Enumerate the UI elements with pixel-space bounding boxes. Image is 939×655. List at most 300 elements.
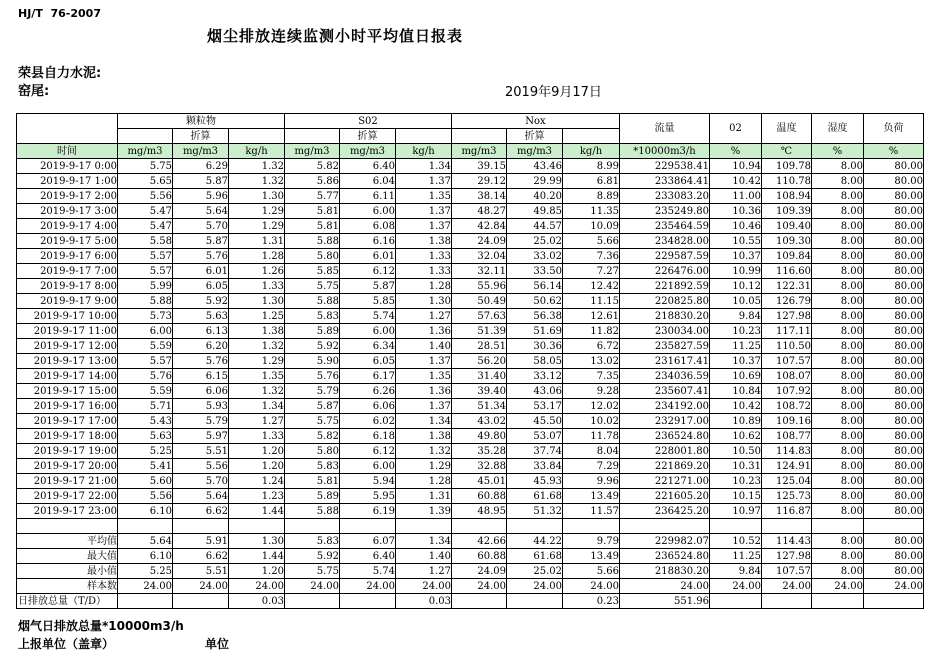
row-value: 109.84	[762, 249, 812, 264]
row-value: 5.87	[285, 399, 340, 414]
row-time: 2019-9-17 19:00	[17, 444, 118, 459]
summary-value: 6.62	[173, 549, 229, 564]
summary-value: 1.30	[229, 534, 285, 549]
row-value: 32.88	[452, 459, 507, 474]
spacer-section	[17, 519, 924, 534]
row-value: 10.36	[710, 204, 762, 219]
row-value: 10.50	[710, 444, 762, 459]
row-value: 60.88	[452, 489, 507, 504]
row-value: 5.63	[118, 429, 173, 444]
row-value: 11.57	[563, 504, 620, 519]
row-value: 80.00	[864, 354, 924, 369]
row-value: 5.77	[285, 189, 340, 204]
summary-value: 6.40	[340, 549, 396, 564]
unit-header: %	[710, 144, 762, 159]
row-value: 116.60	[762, 264, 812, 279]
row-value: 6.00	[340, 204, 396, 219]
row-value: 51.32	[507, 504, 563, 519]
row-value: 5.41	[118, 459, 173, 474]
row-value: 10.97	[710, 504, 762, 519]
row-value: 11.15	[563, 294, 620, 309]
row-value: 6.20	[173, 339, 229, 354]
summary-value	[812, 594, 864, 609]
spacer-cell	[620, 519, 710, 534]
row-value: 1.31	[396, 489, 452, 504]
row-time: 2019-9-17 15:00	[17, 384, 118, 399]
row-time: 2019-9-17 11:00	[17, 324, 118, 339]
row-value: 6.00	[118, 324, 173, 339]
row-value: 6.00	[340, 459, 396, 474]
row-value: 5.57	[118, 249, 173, 264]
summary-value: 24.00	[710, 579, 762, 594]
summary-value: 80.00	[864, 534, 924, 549]
row-value: 29.12	[452, 174, 507, 189]
document-code: HJ/T 76-2007	[18, 7, 101, 20]
summary-value: 5.51	[173, 564, 229, 579]
company-name: 荣县自力水泥:	[18, 66, 102, 81]
row-value: 6.00	[340, 324, 396, 339]
summary-row	[17, 594, 924, 609]
row-value: 80.00	[864, 489, 924, 504]
row-value: 1.36	[396, 324, 452, 339]
summary-label: 最大值	[17, 549, 118, 564]
row-value: 5.81	[285, 204, 340, 219]
unit-header-row	[17, 144, 924, 159]
row-value: 6.17	[340, 369, 396, 384]
summary-value: 1.34	[396, 534, 452, 549]
row-time: 2019-9-17 6:00	[17, 249, 118, 264]
row-value: 80.00	[864, 174, 924, 189]
row-value: 30.36	[507, 339, 563, 354]
time-column-header: 时间	[17, 144, 118, 159]
summary-value: 24.00	[762, 579, 812, 594]
summary-value: 60.88	[452, 549, 507, 564]
row-value: 1.29	[229, 219, 285, 234]
row-value: 235827.59	[620, 339, 710, 354]
row-value: 8.00	[812, 399, 864, 414]
spacer-cell	[285, 519, 340, 534]
row-value: 8.00	[812, 354, 864, 369]
row-value: 5.70	[173, 474, 229, 489]
row-value: 1.40	[396, 339, 452, 354]
row-value: 49.80	[452, 429, 507, 444]
row-value: 5.81	[285, 474, 340, 489]
conversion-header: 折算	[340, 129, 396, 144]
spacer-cell	[173, 519, 229, 534]
row-value: 236425.20	[620, 504, 710, 519]
unit-header: mg/m3	[118, 144, 173, 159]
row-value: 5.80	[285, 249, 340, 264]
row-value: 1.37	[396, 174, 452, 189]
summary-value: 218830.20	[620, 564, 710, 579]
row-value: 1.29	[229, 204, 285, 219]
row-value: 6.05	[340, 354, 396, 369]
summary-row	[17, 534, 924, 549]
table-row	[17, 279, 924, 294]
summary-value: 80.00	[864, 564, 924, 579]
row-value: 6.16	[340, 234, 396, 249]
row-value: 80.00	[864, 504, 924, 519]
table-row	[17, 444, 924, 459]
row-value: 40.20	[507, 189, 563, 204]
row-value: 37.74	[507, 444, 563, 459]
row-value: 56.20	[452, 354, 507, 369]
row-value: 44.57	[507, 219, 563, 234]
row-time: 2019-9-17 22:00	[17, 489, 118, 504]
row-value: 10.37	[710, 249, 762, 264]
summary-value: 8.00	[812, 549, 864, 564]
summary-value: 229982.07	[620, 534, 710, 549]
summary-row	[17, 564, 924, 579]
row-value: 1.34	[396, 414, 452, 429]
row-value: 1.30	[396, 294, 452, 309]
summary-value: 44.22	[507, 534, 563, 549]
row-value: 108.77	[762, 429, 812, 444]
row-value: 5.85	[340, 294, 396, 309]
row-value: 29.99	[507, 174, 563, 189]
row-time: 2019-9-17 17:00	[17, 414, 118, 429]
row-value: 10.42	[710, 399, 762, 414]
row-value: 45.50	[507, 414, 563, 429]
row-value: 5.90	[285, 354, 340, 369]
row-value: 235249.80	[620, 204, 710, 219]
row-value: 1.30	[229, 189, 285, 204]
row-value: 11.35	[563, 204, 620, 219]
row-value: 1.30	[229, 294, 285, 309]
table-row	[17, 189, 924, 204]
row-value: 5.85	[285, 264, 340, 279]
row-value: 8.00	[812, 474, 864, 489]
row-value: 1.20	[229, 459, 285, 474]
row-value: 5.88	[285, 504, 340, 519]
row-value: 1.37	[396, 354, 452, 369]
row-value: 13.49	[563, 489, 620, 504]
row-value: 221271.00	[620, 474, 710, 489]
row-value: 107.92	[762, 384, 812, 399]
row-value: 5.60	[118, 474, 173, 489]
row-value: 8.00	[812, 249, 864, 264]
report-table	[16, 113, 924, 609]
row-value: 8.00	[812, 234, 864, 249]
row-value: 220825.80	[620, 294, 710, 309]
table-row	[17, 489, 924, 504]
summary-value: 9.84	[710, 564, 762, 579]
row-value: 6.18	[340, 429, 396, 444]
row-value: 8.00	[812, 489, 864, 504]
row-value: 231617.41	[620, 354, 710, 369]
row-value: 5.88	[118, 294, 173, 309]
row-value: 5.87	[173, 234, 229, 249]
temperature-header: 温度	[762, 114, 812, 144]
row-value: 53.17	[507, 399, 563, 414]
row-value: 39.40	[452, 384, 507, 399]
row-value: 6.12	[340, 264, 396, 279]
row-value: 234192.00	[620, 399, 710, 414]
row-value: 221892.59	[620, 279, 710, 294]
row-value: 10.15	[710, 489, 762, 504]
page-title: 烟尘排放连续监测小时平均值日报表	[207, 27, 464, 45]
row-value: 55.96	[452, 279, 507, 294]
row-value: 1.33	[396, 264, 452, 279]
group-header-row	[17, 114, 924, 129]
row-value: 5.82	[285, 159, 340, 174]
row-value: 6.05	[173, 279, 229, 294]
row-time: 2019-9-17 0:00	[17, 159, 118, 174]
summary-label: 平均值	[17, 534, 118, 549]
row-time: 2019-9-17 10:00	[17, 309, 118, 324]
row-time: 2019-9-17 20:00	[17, 459, 118, 474]
unit-header: kg/h	[563, 144, 620, 159]
summary-value: 1.20	[229, 564, 285, 579]
row-value: 80.00	[864, 159, 924, 174]
table-row	[17, 159, 924, 174]
row-value: 48.95	[452, 504, 507, 519]
summary-value: 551.96	[620, 594, 710, 609]
unit-header: mg/m3	[452, 144, 507, 159]
summary-value: 61.68	[507, 549, 563, 564]
row-value: 232917.00	[620, 414, 710, 429]
row-value: 114.83	[762, 444, 812, 459]
row-value: 5.82	[285, 429, 340, 444]
report-unit-label: 上报单位（盖章）	[18, 637, 115, 651]
row-value: 226476.00	[620, 264, 710, 279]
row-value: 1.34	[396, 159, 452, 174]
summary-value: 236524.80	[620, 549, 710, 564]
row-value: 5.25	[118, 444, 173, 459]
row-value: 53.07	[507, 429, 563, 444]
summary-value: 5.92	[285, 549, 340, 564]
unit-header: mg/m3	[507, 144, 563, 159]
summary-label: 日排放总量（T/D）	[17, 594, 118, 609]
summary-value: 5.91	[173, 534, 229, 549]
row-value: 234036.59	[620, 369, 710, 384]
row-time: 2019-9-17 7:00	[17, 264, 118, 279]
row-value: 1.27	[229, 414, 285, 429]
row-value: 10.09	[563, 219, 620, 234]
row-value: 31.40	[452, 369, 507, 384]
row-value: 5.64	[173, 489, 229, 504]
group-header-so2: S02	[285, 114, 452, 129]
flow-header: 流量	[620, 114, 710, 144]
summary-value: 24.00	[563, 579, 620, 594]
row-value: 6.12	[340, 444, 396, 459]
row-value: 1.38	[396, 429, 452, 444]
row-value: 229587.59	[620, 249, 710, 264]
row-value: 5.89	[285, 324, 340, 339]
row-value: 221605.20	[620, 489, 710, 504]
summary-label: 样本数	[17, 579, 118, 594]
summary-value: 24.00	[118, 579, 173, 594]
spacer-cell	[710, 519, 762, 534]
row-value: 58.05	[507, 354, 563, 369]
spacer-cell	[118, 519, 173, 534]
summary-value: 5.66	[563, 564, 620, 579]
row-value: 6.01	[173, 264, 229, 279]
row-value: 1.35	[396, 369, 452, 384]
row-value: 7.29	[563, 459, 620, 474]
row-value: 8.00	[812, 264, 864, 279]
row-value: 5.64	[173, 204, 229, 219]
row-value: 117.11	[762, 324, 812, 339]
row-value: 5.59	[118, 384, 173, 399]
row-value: 6.40	[340, 159, 396, 174]
header-blank-cell	[563, 129, 620, 144]
row-value: 33.12	[507, 369, 563, 384]
row-value: 11.25	[710, 339, 762, 354]
row-value: 5.99	[118, 279, 173, 294]
row-time: 2019-9-17 1:00	[17, 174, 118, 189]
row-value: 8.00	[812, 219, 864, 234]
row-time: 2019-9-17 3:00	[17, 204, 118, 219]
row-value: 5.93	[173, 399, 229, 414]
row-value: 80.00	[864, 414, 924, 429]
footer-note: 烟气日排放总量*10000m3/h	[18, 619, 184, 633]
row-value: 6.08	[340, 219, 396, 234]
summary-value: 6.07	[340, 534, 396, 549]
row-value: 109.16	[762, 414, 812, 429]
row-value: 5.57	[118, 354, 173, 369]
row-value: 5.56	[173, 459, 229, 474]
row-value: 1.33	[396, 249, 452, 264]
summary-value	[173, 594, 229, 609]
row-value: 5.57	[118, 264, 173, 279]
row-value: 51.34	[452, 399, 507, 414]
row-value: 5.74	[340, 309, 396, 324]
row-value: 6.72	[563, 339, 620, 354]
table-row	[17, 384, 924, 399]
row-value: 1.38	[396, 234, 452, 249]
row-time: 2019-9-17 18:00	[17, 429, 118, 444]
row-value: 43.46	[507, 159, 563, 174]
unit-header: ℃	[762, 144, 812, 159]
summary-value: 5.64	[118, 534, 173, 549]
summary-value: 11.25	[710, 549, 762, 564]
row-value: 7.27	[563, 264, 620, 279]
data-rows	[17, 159, 924, 519]
row-value: 8.00	[812, 189, 864, 204]
summary-value: 24.00	[285, 579, 340, 594]
row-value: 1.35	[229, 369, 285, 384]
row-value: 5.71	[118, 399, 173, 414]
row-value: 1.31	[229, 234, 285, 249]
row-value: 80.00	[864, 249, 924, 264]
row-time: 2019-9-17 14:00	[17, 369, 118, 384]
row-value: 125.73	[762, 489, 812, 504]
summary-value: 5.74	[340, 564, 396, 579]
spacer-cell	[396, 519, 452, 534]
table-row	[17, 429, 924, 444]
row-value: 10.55	[710, 234, 762, 249]
row-value: 33.50	[507, 264, 563, 279]
row-value: 8.99	[563, 159, 620, 174]
row-value: 1.23	[229, 489, 285, 504]
row-value: 42.84	[452, 219, 507, 234]
row-value: 6.26	[340, 384, 396, 399]
unit-header: mg/m3	[340, 144, 396, 159]
row-value: 5.97	[173, 429, 229, 444]
table-row	[17, 234, 924, 249]
row-value: 6.19	[340, 504, 396, 519]
row-value: 6.10	[118, 504, 173, 519]
row-value: 236524.80	[620, 429, 710, 444]
row-value: 5.76	[285, 369, 340, 384]
summary-value: 127.98	[762, 549, 812, 564]
row-value: 5.79	[285, 384, 340, 399]
row-value: 24.09	[452, 234, 507, 249]
row-value: 5.75	[118, 159, 173, 174]
row-value: 11.78	[563, 429, 620, 444]
row-value: 5.87	[173, 174, 229, 189]
row-value: 233864.41	[620, 174, 710, 189]
summary-value: 5.25	[118, 564, 173, 579]
o2-header: 02	[710, 114, 762, 144]
row-value: 10.02	[563, 414, 620, 429]
row-value: 43.06	[507, 384, 563, 399]
summary-value: 24.00	[340, 579, 396, 594]
unit-header: %	[812, 144, 864, 159]
row-value: 49.85	[507, 204, 563, 219]
spacer-cell	[563, 519, 620, 534]
row-value: 1.24	[229, 474, 285, 489]
summary-value: 5.75	[285, 564, 340, 579]
row-value: 5.76	[173, 249, 229, 264]
row-value: 9.28	[563, 384, 620, 399]
summary-value: 1.40	[396, 549, 452, 564]
row-value: 45.93	[507, 474, 563, 489]
table-row	[17, 339, 924, 354]
summary-value: 13.49	[563, 549, 620, 564]
row-value: 5.56	[118, 489, 173, 504]
row-time: 2019-9-17 2:00	[17, 189, 118, 204]
row-value: 11.00	[710, 189, 762, 204]
row-value: 1.37	[396, 399, 452, 414]
row-value: 6.02	[340, 414, 396, 429]
row-value: 80.00	[864, 309, 924, 324]
unit-header: %	[864, 144, 924, 159]
row-value: 5.58	[118, 234, 173, 249]
summary-value: 10.52	[710, 534, 762, 549]
row-value: 5.89	[285, 489, 340, 504]
row-value: 28.51	[452, 339, 507, 354]
row-value: 57.63	[452, 309, 507, 324]
row-value: 234828.00	[620, 234, 710, 249]
row-value: 235464.59	[620, 219, 710, 234]
row-value: 1.37	[396, 204, 452, 219]
row-value: 1.34	[229, 399, 285, 414]
group-header-nox: Nox	[452, 114, 620, 129]
row-value: 110.50	[762, 339, 812, 354]
unit-label: 单位	[205, 637, 230, 651]
row-value: 221869.20	[620, 459, 710, 474]
row-value: 80.00	[864, 399, 924, 414]
row-value: 1.26	[229, 264, 285, 279]
row-value: 8.00	[812, 429, 864, 444]
report-date: 2019年9月17日	[505, 85, 602, 100]
summary-value	[762, 594, 812, 609]
table-row	[17, 294, 924, 309]
row-value: 80.00	[864, 444, 924, 459]
table-row	[17, 414, 924, 429]
summary-row	[17, 579, 924, 594]
summary-value	[118, 594, 173, 609]
summary-value: 24.09	[452, 564, 507, 579]
row-value: 107.57	[762, 354, 812, 369]
row-value: 8.89	[563, 189, 620, 204]
row-value: 80.00	[864, 474, 924, 489]
row-value: 80.00	[864, 219, 924, 234]
row-value: 8.00	[812, 444, 864, 459]
row-value: 80.00	[864, 264, 924, 279]
